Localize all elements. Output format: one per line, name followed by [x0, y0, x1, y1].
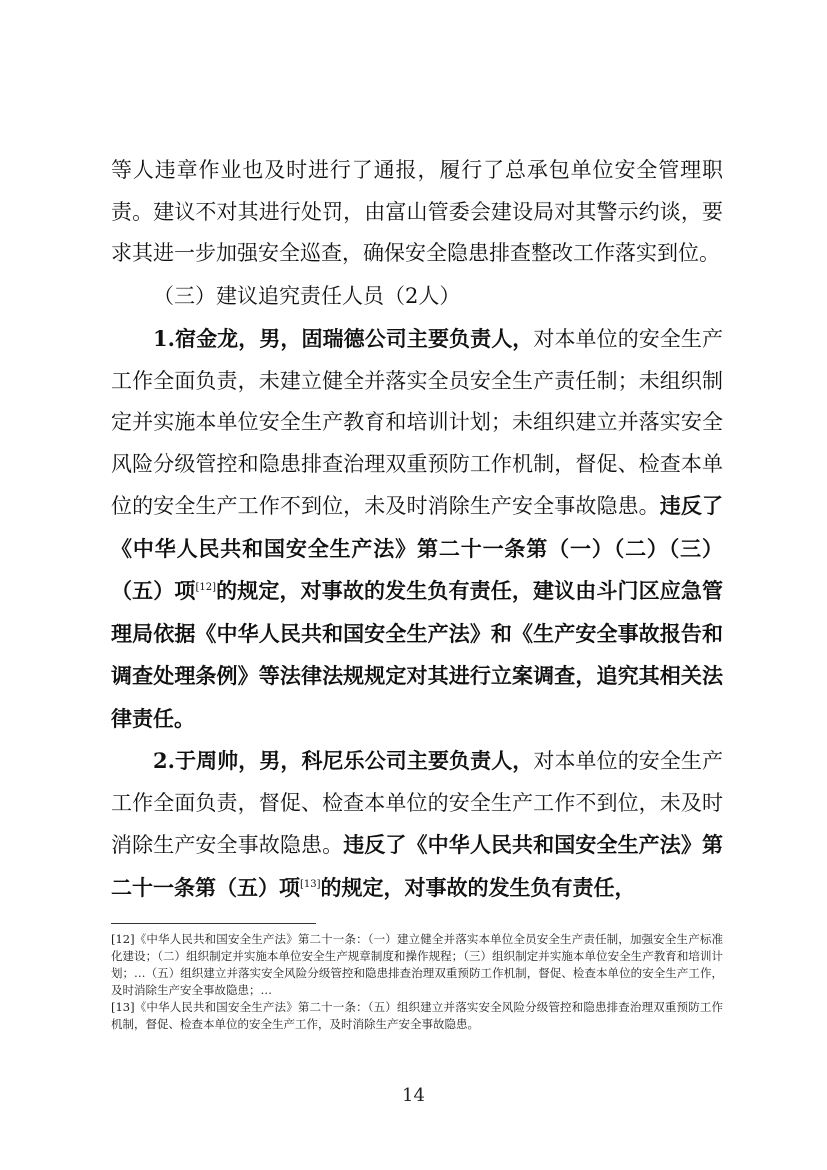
footnote-divider: [111, 923, 316, 924]
item-1-conclusion: 的规定，对事故的发生负有责任，建议由斗门区应急管理局依据《中华人民共和国安全生产法》和《生产安全事故报告和调查处理条例》等法律法规规定对其进行立案调查，追究其相关法律责任。: [111, 578, 724, 731]
paragraph-continuation: 等人违章作业也及时进行了通报，履行了总承包单位安全管理职责。建议不对其进行处罚，由富山管委会建设局对其警示约谈，要求其进一步加强安全巡查，确保安全隐患排查整改工作落实到位。: [111, 158, 723, 265]
item-2-lead: 2.于周帅，男，科尼乐公司主要负责人，: [153, 748, 534, 773]
item-1-violation: 违反了《中华人民共和国安全生产法》第二十一条第（一）（二）（三）（五）项: [111, 493, 724, 603]
section-heading: （三）建议追究责任人员（2人）: [153, 283, 461, 308]
page-number: 14: [402, 1085, 425, 1106]
footnote-12: [12]《中华人民共和国安全生产法》第二十一条：（一）建立健全并落实本单位全员安全生产责任制，加强安全生产标准化建设；（二）组织制定并实施本单位安全生产规章制度和操作规程；（三）组织制定并实施本单位安全生产教育和培训计划；…（五）组织建立并落实安全风险分级管控和隐患排查治理双重预防工作机制，督促、检查本单位的安全生产工作，及时消除生产安全事故隐患；…: [111, 932, 723, 997]
item-1-lead: 1.宿金龙，男，固瑞德公司主要负责人，: [153, 326, 534, 351]
item-2-violation: 违反了《中华人民共和国安全生产法》第二十一条第（五）项: [111, 832, 724, 900]
footnotes: [111, 931, 723, 1033]
paragraph-item-2: [111, 740, 723, 909]
item-2-conclusion: 的规定，对事故的发生负有责任，: [320, 874, 636, 900]
paragraph-item-1: [111, 318, 723, 740]
footnote-ref-13[interactable]: [13]: [300, 878, 321, 890]
item-2-text: 对本单位的安全生产工作全面负责，督促、检查本单位的安全生产工作不到位，未及时消除生产安全事故隐患。: [111, 749, 724, 857]
footnote-ref-12[interactable]: [12]: [195, 582, 217, 593]
item-1-text: 对本单位的安全生产工作全面负责，未建立健全并落实全员安全生产责任制；未组织制定并实施本单位安全生产教育和培训计划；未组织建立并落实安全风险分级管控和隐患排查治理双重预防工作机制，督促、检查本单位的安全生产工作不到位，未及时消除生产安全事故隐患。: [111, 327, 724, 518]
body-text: [111, 150, 723, 909]
footnote-13: [13]《中华人民共和国安全生产法》第二十一条：（五）组织建立并落实安全风险分级管控和隐患排查治理双重预防工作机制，督促、检查本单位的安全生产工作，及时消除生产安全事故隐患。: [111, 1000, 723, 1031]
